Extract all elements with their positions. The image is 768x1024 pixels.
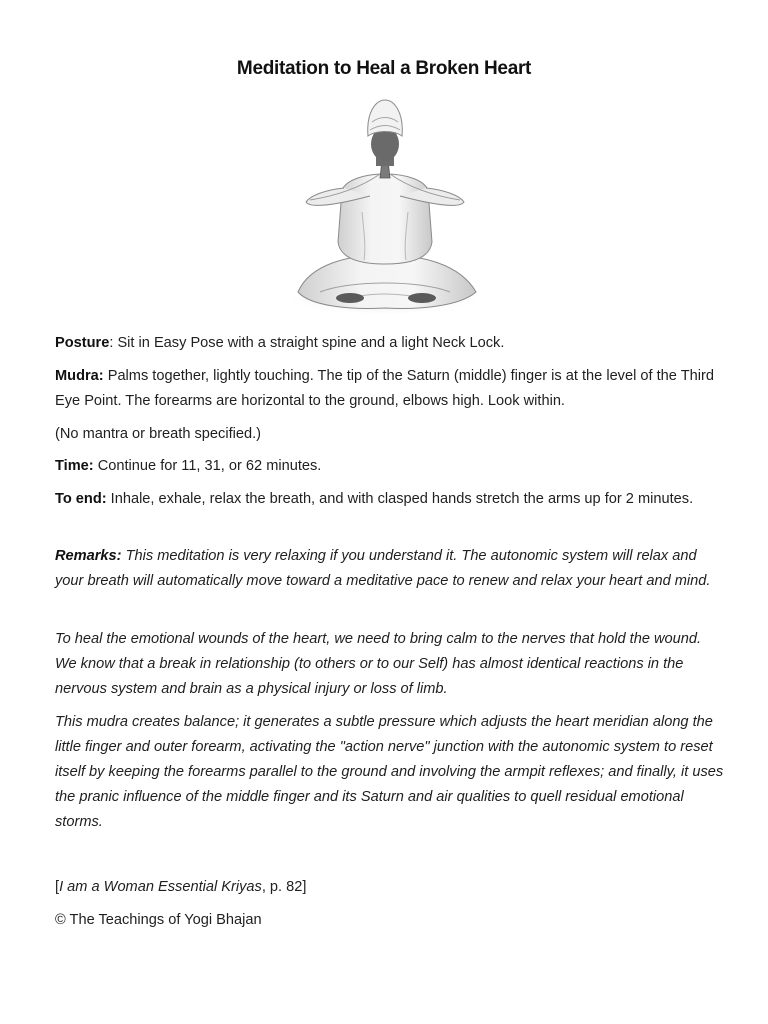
source-page: , p. 82] xyxy=(261,879,307,895)
heal-paragraph: To heal the emotional wounds of the heart, we need to bring calm to the nerves that hold the wound. We know that a break in relationship (to others or to our Self) has almost identical reactions in the nervous system and brain as a physical injury or loss of limb. xyxy=(55,631,702,697)
posture-label: Posture xyxy=(55,335,110,351)
page-title: Meditation to Heal a Broken Heart xyxy=(236,58,532,79)
mudra-explanation-paragraph: This mudra creates balance; it generates a subtle pressure which adjusts the heart meridian along the little finger and outer forearm, activating the "action nerve" junction with the autonomic system to reset itself by keeping the forearms parallel to the ground and involving the armpit reflexes; and finally, it uses the pranic influence of the middle finger and its Saturn and air qualities to quell residual emotional storms. xyxy=(55,714,724,830)
posture-paragraph xyxy=(55,331,725,356)
mantra-note: (No mantra or breath specified.) xyxy=(55,426,262,442)
source-book-title: I am a Woman Essential Kriyas xyxy=(59,879,262,895)
time-text: Continue for 11, 31, or 62 minutes. xyxy=(93,458,322,474)
to-end-text: Inhale, exhale, relax the breath, and with clasped hands stretch the arms up for 2 minutes. xyxy=(106,491,694,507)
source-citation xyxy=(55,875,725,900)
remarks-paragraph xyxy=(55,544,725,594)
time-paragraph xyxy=(55,454,725,479)
mudra-paragraph xyxy=(55,364,725,414)
to-end-label: To end: xyxy=(55,491,107,507)
remarks-label: Remarks: xyxy=(55,548,122,564)
mudra-text: Palms together, lightly touching. The tip of the Saturn (middle) finger is at the level of the Third Eye Point. The forearms are horizontal to the ground, elbows high. Look within. xyxy=(55,368,714,409)
posture-text: : Sit in Easy Pose with a straight spine and a light Neck Lock. xyxy=(109,335,505,351)
time-label: Time: xyxy=(55,458,94,474)
copyright-notice: © The Teachings of Yogi Bhajan xyxy=(55,912,262,928)
source-bracket-open: [ xyxy=(55,879,60,895)
meditating-figure-icon xyxy=(280,92,490,320)
mudra-label: Mudra: xyxy=(55,368,104,384)
remarks-text: This meditation is very relaxing if you understand it. The autonomic system will relax and your breath will automatically move toward a meditative pace to renew and relax your heart and mind. xyxy=(55,548,711,589)
to-end-paragraph xyxy=(55,487,725,512)
